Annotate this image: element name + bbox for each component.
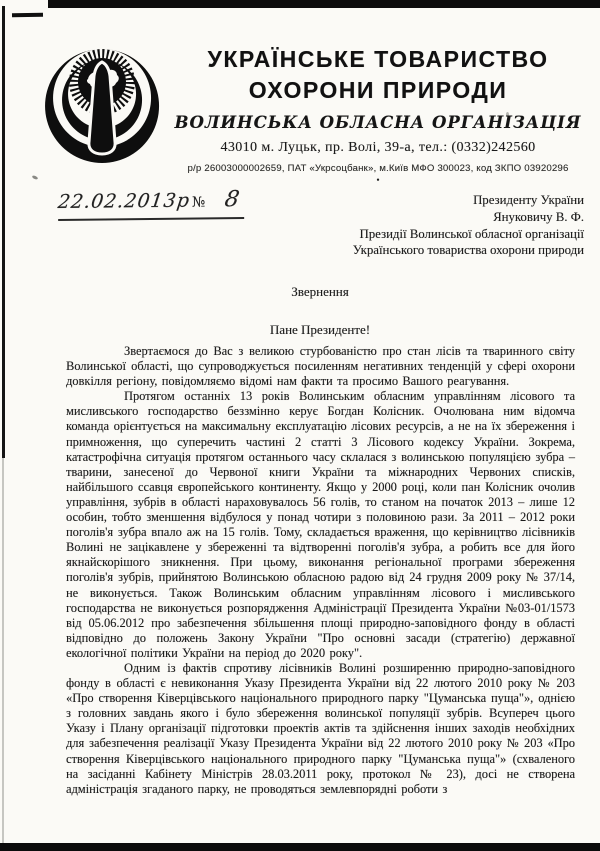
scan-edge-bottom	[0, 843, 600, 851]
letterhead	[168, 44, 588, 184]
organization-name-line1: УКРАЇНСЬКЕ ТОВАРИСТВО	[207, 46, 549, 72]
addressee-line: Президенту України	[473, 193, 584, 207]
bank-details: р/р 26003000002659, ПАТ «Укрсоцбанк», м.Київ МФО 300023, код ЗКПО 03920296	[187, 163, 569, 174]
number-sign: №	[191, 194, 206, 211]
separator-dot: •	[376, 175, 380, 185]
document-title: Звернення	[291, 284, 349, 299]
reference-line	[58, 187, 244, 221]
nature-society-emblem-icon	[42, 36, 162, 166]
addressee-block	[353, 192, 584, 259]
addressee-line: Українського товариства охорони природи	[352, 243, 584, 258]
paragraph: Звертаємося до Вас з великою стурбованістю про стан лісів та тваринного світу Волинської області, що супроводжується посиленням негативних тенденцій у сфері охорони довкілля регіону, повідомляємо відомі нам факти та просимо Вашого реагування.	[66, 344, 575, 389]
scan-edge-left-faint	[2, 458, 4, 843]
handwritten-outgoing-number: 8	[223, 187, 242, 213]
scan-artifact-dash	[12, 13, 43, 18]
postal-address: 43010 м. Луцьк, пр. Волі, 39-а, тел.: (0332)242560	[220, 140, 536, 155]
organization-emblem-icon	[42, 36, 162, 166]
handwritten-date: 22.02.2013р	[56, 189, 192, 213]
addressee-line: Януковичу В. Ф.	[493, 209, 584, 224]
scan-edge-top	[48, 0, 600, 8]
organization-name	[168, 44, 588, 106]
salutation: Пане Президенте!	[269, 322, 371, 337]
letter-body	[66, 344, 575, 797]
paragraph: Протягом останніх 13 років Волинським обласним управлінням лісового та мисливського господарство беззмінно керує Богдан Колісник. Очолювана ним відомча команда орієнтується на максимальну експлуатацію лісових ресурсів, а не на їх збереження і примноження, що суперечить частині 2 статті 3 Лісового кодексу України. Зокрема, катастрофічна ситуація протягом останнього часу склалася з волинською популяцією зубра – тварини, занесеної до Червоної книги України та міжнародних Червоних списків, найбільшого ссавця європейського континенту. Якщо у 2000 році, коли пан Колісник очолив управління, зубрів в області нараховувалось 56 голів, то станом на початок 2013 – лише 12 особин, тобто зменшення відбулося у понад чотири з половиною рази. За 2011 – 2012 роки поголів'я зубра впало аж на 15 голів. Тому, складається враження, що керівництво лісівників Волині не зацікавлене у збереженні та відтворенні поголів'я зубра, а робить все для його якнайскорішого зникнення. При цьому, виконання регіональної програми збереження поголів'я зубрів, прийнятою Волинською обласною радою від 24 грудня 2009 року № 37/14, не виконується. Також Волинським обласним управлінням лісового і мисливського господарства не виконується розпорядження Адміністрації Президента України №03-01/1573 від 05.06.2012 про забезпечення збільшення площі природно-заповідного фонду в області відповідно до положень Закону України "Про основні засади (стратегію) державної екологічної політики України на період до 2020 року".	[66, 389, 575, 660]
addressee-line: Президії Волинської обласної організації	[359, 226, 584, 241]
branch-name: ВОЛИНСЬКА ОБЛАСНА ОРГАНІЗАЦІЯ	[174, 113, 582, 132]
scan-speck	[32, 175, 39, 180]
organization-name-line2: ОХОРОНИ ПРИРОДИ	[248, 77, 508, 103]
scan-edge-left	[2, 6, 5, 458]
paragraph: Одним із фактів спротиву лісівників Волині розширенню природно-заповідного фонду в області є невиконання Указу Президента України від 22 лютого 2010 року № 203 «Про створення Ківерцівського національного природного парку "Цуманська пуща"», однією з головних завдань якого і було збереження волинської популяції зубрів. Всупереч цього Указу і Плану організації підготовки проектів актів та здійснення інших заходів необхідних для забезпечення реалізації Указу Президента України від 22 лютого 2010 року № 203 «Про створення Ківерцівського національного природного парку "Цуманська пуща"» (схваленого на засіданні Кабінету Міністрів 28.03.2011 року, протокол № 23), досі не створена адміністрація згаданого парку, не проводяться землевпорядні роботи з	[66, 660, 575, 796]
